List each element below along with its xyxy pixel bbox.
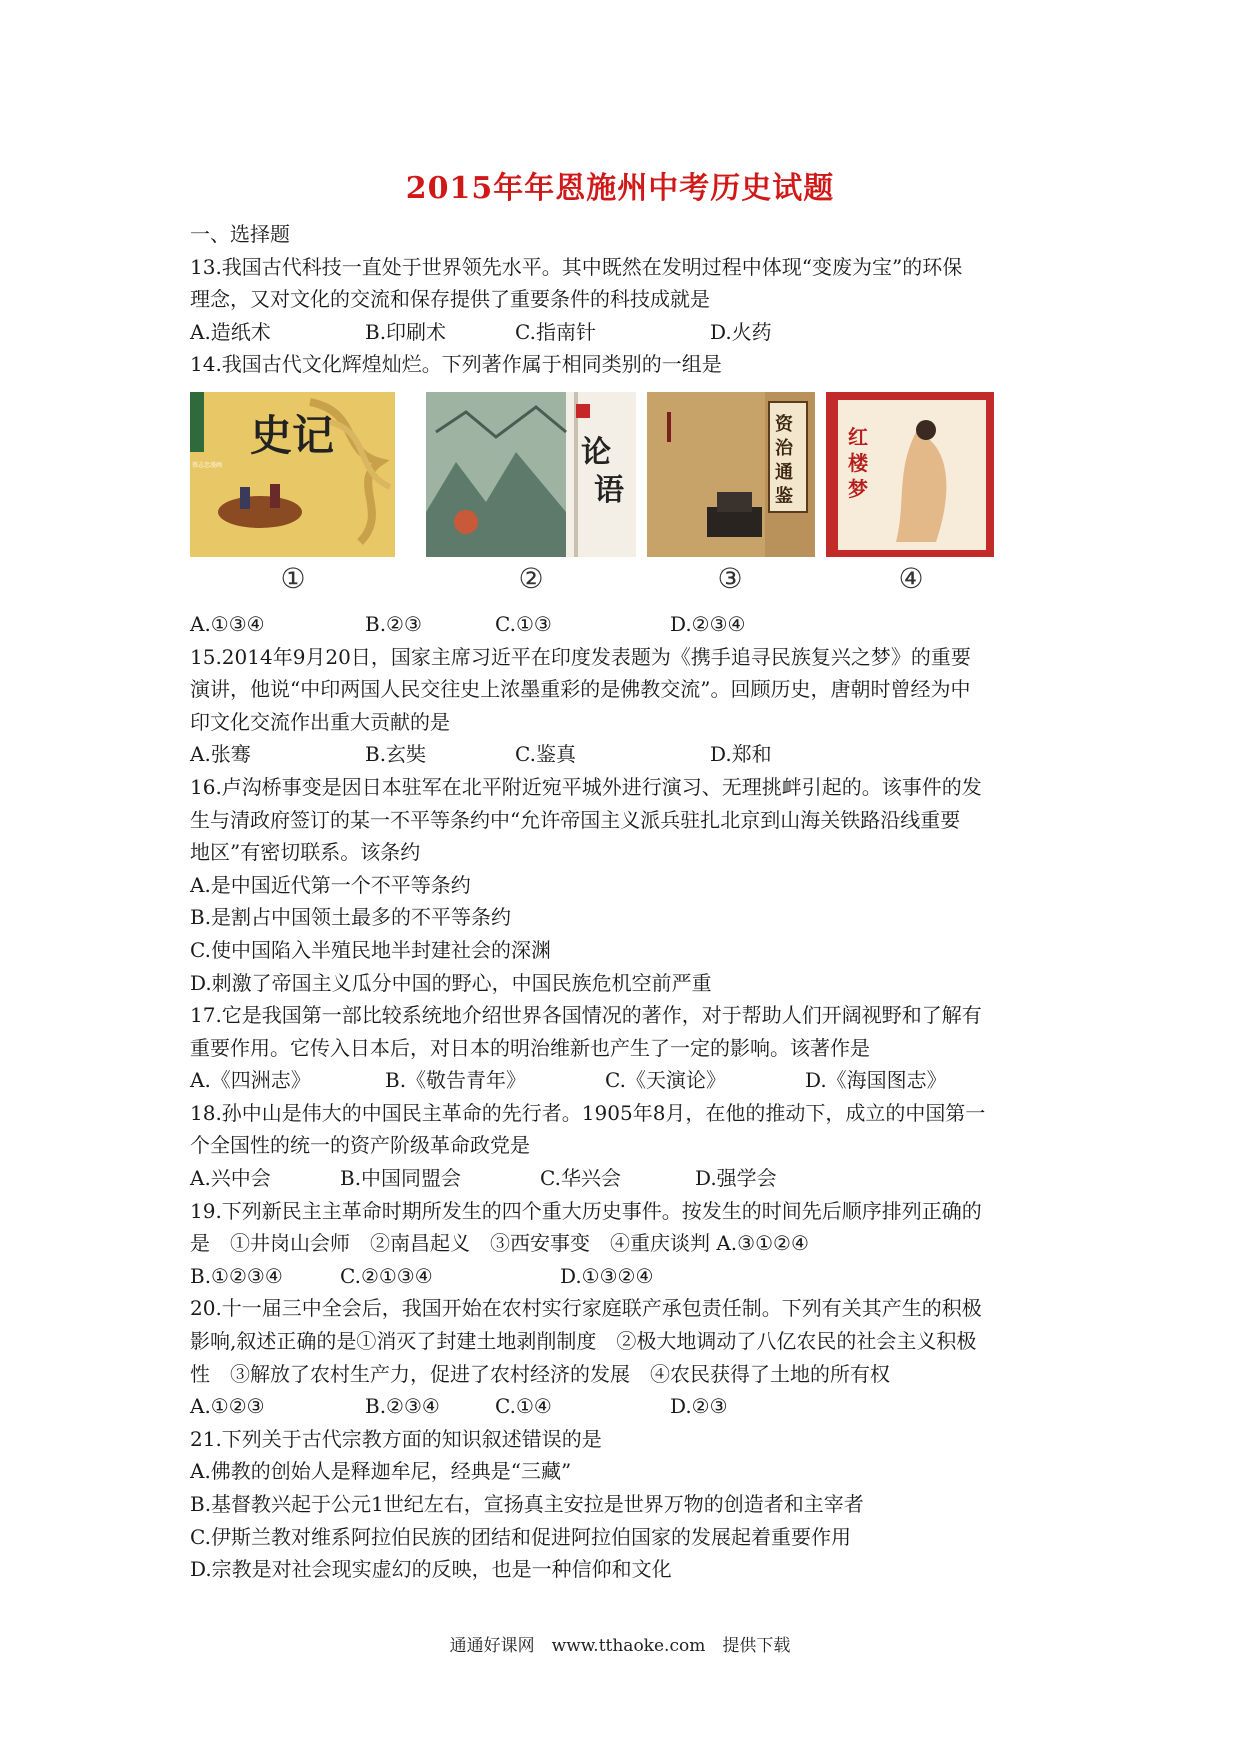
option-c: C.指南针 [515, 319, 596, 344]
cover-zizhitongjian [647, 392, 815, 557]
option-b: B.基督教兴起于公元1世纪左右，宣扬真主安拉是世界万物的创造者和主宰者 [190, 1492, 864, 1516]
question-21 [190, 1423, 1070, 1586]
question-text: 重要作用。它传入日本后，对日本的明治维新也产生了一定的影响。该著作是 [190, 1035, 870, 1060]
cover-lunyu [426, 392, 636, 557]
question-text: 是 ①井岗山会师 ②南昌起义 ③西安事变 ④重庆谈判 A.③①②④ [190, 1231, 809, 1256]
option-b: B.《敬告青年》 [385, 1068, 527, 1093]
question-text: 19.下列新民主主革命时期所发生的四个重大历史事件。按发生的时间先后顺序排列正确的 [190, 1198, 982, 1223]
lunyu-title-2: 语 [594, 473, 624, 508]
question-20 [190, 1292, 1070, 1422]
question-text: 17.它是我国第一部比较系统地介绍世界各国情况的著作，对于帮助人们开阔视野和了解有 [190, 1003, 982, 1028]
question-19 [190, 1195, 1070, 1293]
option-c: C.华兴会 [540, 1166, 621, 1191]
hlm-char-1: 红 [848, 425, 868, 449]
hlm-char-3: 梦 [848, 477, 868, 501]
question-text: 15.2014年9月20日，国家主席习近平在印度发表题为《携手追寻民族复兴之梦》的重要 [190, 644, 971, 669]
options-row [190, 1260, 1070, 1293]
hlm-char-2: 楼 [848, 451, 868, 475]
question-text: 14.我国古代文化辉煌灿烂。下列著作属于相同类别的一组是 [190, 352, 722, 377]
option-d: D.火药 [710, 319, 772, 344]
option-c: C.伊斯兰教对维系阿拉伯民族的团结和促进阿拉伯国家的发展起着重要作用 [190, 1524, 851, 1549]
option-d: D.①③②④ [560, 1263, 654, 1288]
option-b: B.中国同盟会 [340, 1166, 462, 1191]
question-15 [190, 641, 1070, 771]
option-c: C.鉴真 [515, 742, 576, 767]
question-text: 20.十一届三中全会后，我国开始在农村实行家庭联产承包责任制。下列有关其产生的积极 [190, 1296, 982, 1321]
book-covers [190, 392, 1020, 597]
option-b: B.印刷术 [365, 319, 447, 344]
image-number-1: ① [280, 562, 306, 595]
option-d: D.②③ [670, 1394, 728, 1419]
page-title: 2015年年恩施州中考历史试题 [405, 171, 835, 206]
option-d: D.强学会 [695, 1166, 777, 1191]
cover-shiji [190, 392, 395, 557]
zizhi-char-1: 资 [775, 414, 793, 435]
question-13 [190, 251, 1070, 349]
option-d: D.宗教是对社会现实虚幻的反映，也是一种信仰和文化 [190, 1557, 672, 1582]
option-a: A.张骞 [190, 742, 251, 767]
shiji-title: 史记 [250, 411, 335, 460]
question-text: 印文化交流作出重大贡献的是 [190, 709, 450, 734]
zizhi-char-2: 治 [775, 438, 793, 459]
zizhi-char-4: 鉴 [775, 486, 793, 507]
question-text: 演讲，他说“中印两国人民交往史上浓墨重彩的是佛教交流”。回顾历史，唐朝时曾经为中 [190, 677, 971, 702]
option-a: A.①③④ [190, 611, 265, 636]
option-d: D.郑和 [710, 742, 772, 767]
question-text: 理念，又对文化的交流和保存提供了重要条件的科技成就是 [190, 287, 710, 312]
lunyu-title-1: 论 [581, 435, 611, 470]
option-c: C.①③ [495, 611, 552, 636]
option-a: A.佛教的创始人是释迦牟尼，经典是“三藏” [190, 1459, 572, 1484]
options-row [190, 316, 1070, 349]
page-footer: 通通好课网 www.tthaoke.com 提供下载 [449, 1636, 791, 1656]
shiji-cover-art [190, 392, 395, 557]
question-text: 地区”有密切联系。该条约 [190, 840, 421, 865]
options-row [190, 1390, 1070, 1423]
section-heading: 一、选择题 [190, 222, 290, 246]
zizhi-char-3: 通 [775, 462, 793, 483]
option-a: A.是中国近代第一个不平等条约 [190, 872, 471, 897]
question-16 [190, 771, 1070, 999]
option-d: D.刺激了帝国主义瓜分中国的野心，中国民族危机空前严重 [190, 970, 712, 995]
option-c: C.使中国陷入半殖民地半封建社会的深渊 [190, 937, 551, 962]
option-b: B.玄奘 [365, 742, 427, 767]
image-number-2: ② [518, 562, 544, 595]
option-c: C.①④ [495, 1394, 552, 1419]
option-b: B.①②③④ [190, 1263, 283, 1288]
lunyu-cover-art [426, 392, 636, 557]
option-b: B.②③④ [365, 1394, 440, 1419]
question-text: 18.孙中山是伟大的中国民主革命的先行者。1905年8月，在他的推动下，成立的中国第一 [190, 1100, 986, 1125]
question-text: 性 ③解放了农村生产力，促进了农村经济的发展 ④农民获得了土地的所有权 [190, 1361, 890, 1386]
options-row [190, 738, 1070, 771]
option-b: B.②③ [365, 611, 422, 636]
option-d: D.②③④ [670, 611, 746, 636]
question-text: 生与清政府签订的某一不平等条约中“允许帝国主义派兵驻扎北京到山海关铁路沿线重要 [190, 807, 961, 832]
question-text: 13.我国古代科技一直处于世界领先水平。其中既然在发明过程中体现“变废为宝”的环保 [190, 254, 963, 279]
option-a: A.《四洲志》 [190, 1068, 311, 1093]
question-17 [190, 999, 1070, 1097]
option-b: B.是割占中国领土最多的不平等条约 [190, 905, 512, 930]
cover-hongloumeng [826, 392, 994, 557]
option-c: C.《天演论》 [605, 1068, 726, 1093]
option-a: A.①②③ [190, 1394, 265, 1419]
shiji-label: 蔡志忠漫画 [192, 462, 223, 469]
option-c: C.②①③④ [340, 1263, 433, 1288]
zizhi-cover-art [647, 392, 815, 557]
seal-mark [576, 404, 590, 418]
question-text: 16.卢沟桥事变是因日本驻军在北平附近宛平城外进行演习、无理挑衅引起的。该事件的发 [190, 774, 982, 799]
options-row [190, 608, 1070, 641]
options-row [190, 1064, 1070, 1097]
option-a: A.兴中会 [190, 1166, 271, 1191]
question-text: 影响,叙述正确的是①消灭了封建土地剥削制度 ②极大地调动了八亿农民的社会主义积极 [190, 1329, 977, 1354]
question-text: 个全国性的统一的资产阶级革命政党是 [190, 1133, 530, 1158]
options-row [190, 1162, 1070, 1195]
image-number-4: ④ [898, 562, 924, 595]
option-a: A.造纸术 [190, 319, 271, 344]
question-text: 21.下列关于古代宗教方面的知识叙述错误的是 [190, 1426, 602, 1451]
image-number-3: ③ [717, 562, 743, 595]
question-18 [190, 1097, 1070, 1195]
hlm-cover-art [826, 392, 994, 557]
option-d: D.《海国图志》 [805, 1068, 947, 1093]
